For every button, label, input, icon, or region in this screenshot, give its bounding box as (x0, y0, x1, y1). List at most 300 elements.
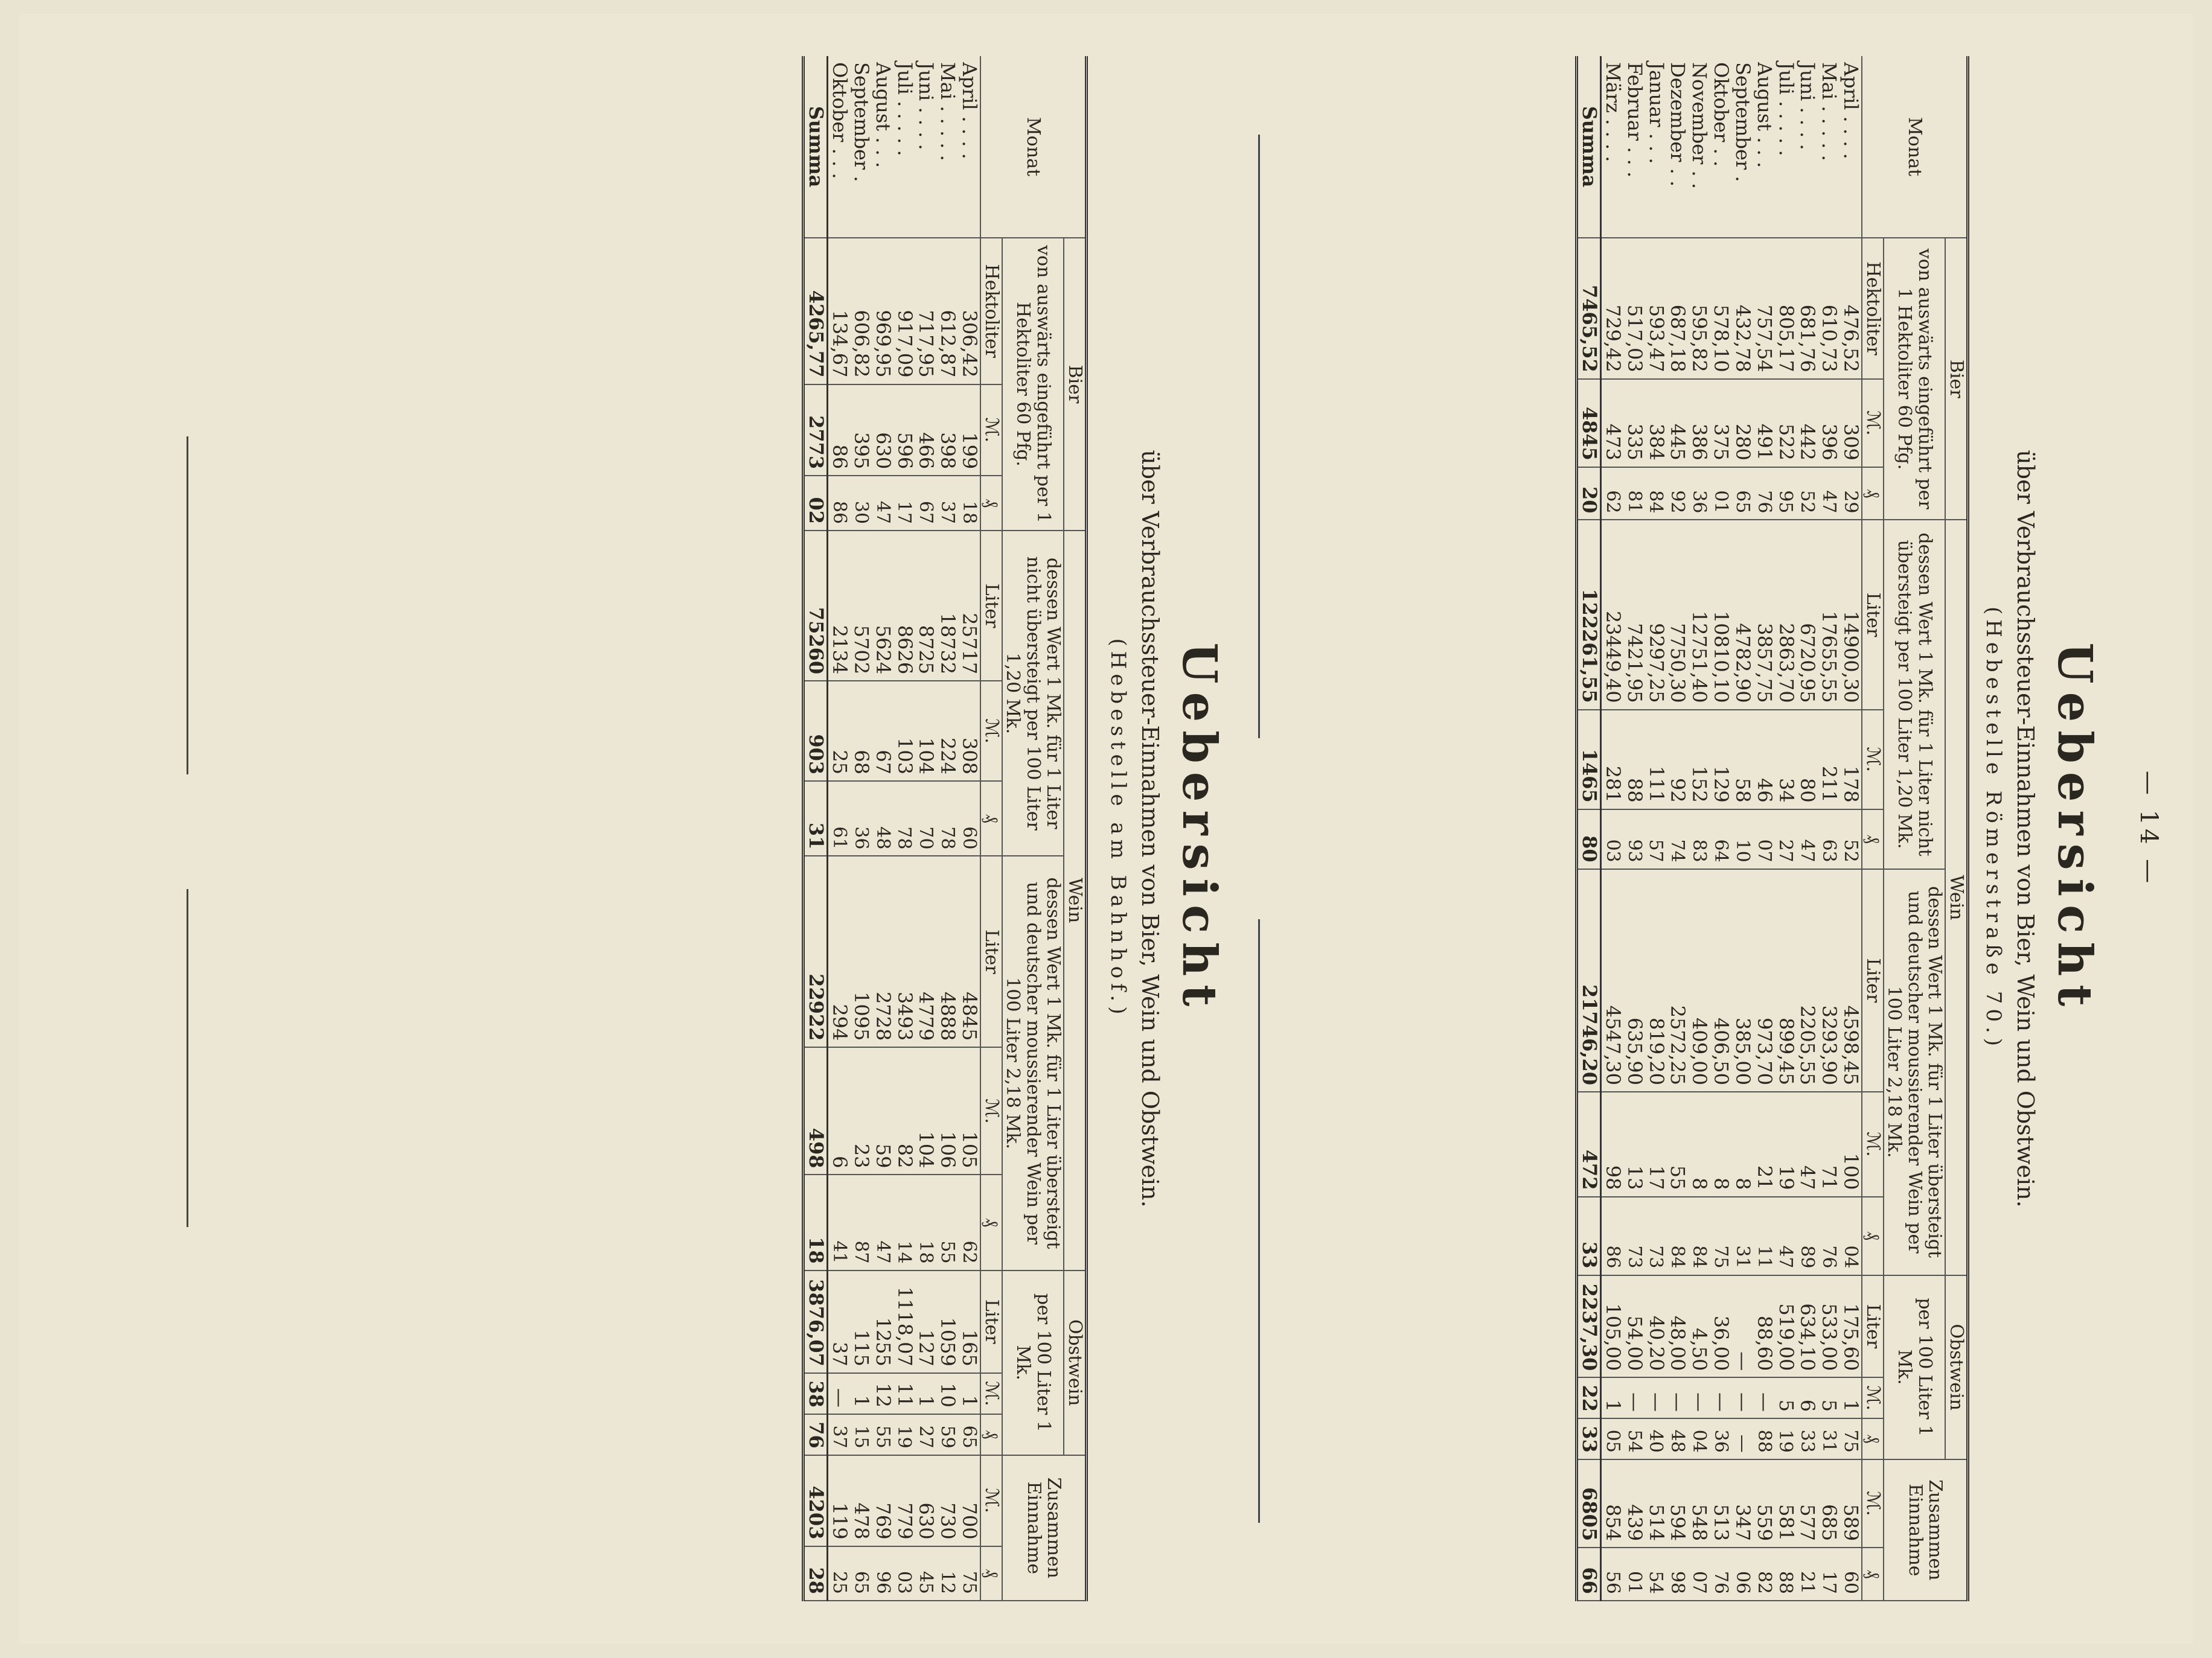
table-cell: 47 (1818, 467, 1840, 520)
table-cell: 47 (872, 1175, 893, 1270)
table-cell: 75 (1710, 1197, 1731, 1275)
sum-row (1577, 56, 1601, 1601)
table-cell: 37 (936, 476, 958, 531)
month-label: Juli . . . . . (893, 56, 915, 238)
table-cell: 56 (1601, 1548, 1623, 1601)
sum-cell: 498 (804, 1047, 828, 1175)
table-cell: 88 (1623, 710, 1645, 809)
sum-cell: 7465,52 (1577, 238, 1601, 379)
zusammen-header: Zusammen Einnahme (1884, 1459, 1968, 1601)
table-cell: — (1753, 1377, 1775, 1418)
table-row (1797, 56, 1818, 1601)
table-cell: 76 (1818, 1197, 1840, 1275)
table-cell: 57 (1645, 809, 1667, 869)
table2-subtitle: über Verbrauchssteuer-Einnahmen von Bier, Wein und Obstwein. (1137, 450, 1163, 1208)
table-cell: 111 (1645, 710, 1667, 809)
table-cell: 68 (850, 681, 872, 781)
table-cell: 129 (1710, 710, 1731, 809)
table-cell: 71 (1818, 1092, 1840, 1197)
sum-cell: 4845 (1577, 379, 1601, 467)
sum-cell: 21746,20 (1577, 869, 1601, 1092)
table-cell: — (1731, 1377, 1753, 1418)
table-cell: 01 (1710, 467, 1731, 520)
table-cell: 83 (1688, 809, 1710, 869)
table-row (1753, 56, 1775, 1601)
table-cell: 4547,30 (1601, 869, 1623, 1092)
unit-header: ℳ. (1862, 1459, 1884, 1548)
table-cell: 395 (850, 384, 872, 476)
table-cell: — (828, 1373, 850, 1414)
table-cell: 100 (1840, 1092, 1862, 1197)
sum-label: Summa (1577, 56, 1601, 238)
table-cell: 86 (828, 476, 850, 531)
table-cell: 4782,90 (1731, 520, 1753, 709)
table-cell: 29 (1840, 467, 1862, 520)
unit-header: ℳ. (1862, 379, 1884, 467)
table-cell: 309 (1840, 379, 1862, 467)
table-cell: 75 (958, 1546, 980, 1601)
table-cell: 973,70 (1753, 869, 1775, 1092)
table-row (1710, 56, 1731, 1601)
table-cell: 64 (1710, 809, 1731, 869)
table-cell: 59 (936, 1414, 958, 1455)
obstwein-header: Obstwein (1064, 1271, 1086, 1455)
table-cell: 5624 (872, 531, 893, 681)
sum-cell: 66 (1577, 1548, 1601, 1601)
table-row (893, 56, 915, 1601)
month-label: Juni . . . . (1797, 56, 1818, 238)
table-cell: 757,54 (1753, 238, 1775, 379)
table-cell: 514 (1645, 1459, 1667, 1548)
table-cell: 473 (1601, 379, 1623, 467)
table-cell: 630 (872, 384, 893, 476)
month-label: August . . . (1753, 56, 1775, 238)
bier-rate-header: von auswärts eingeführt per 1 Hektoliter 60 Pfg. (1884, 238, 1946, 520)
unit-header: Hektoliter (980, 238, 1002, 384)
table-cell: 11 (893, 1373, 915, 1414)
table-cell: 606,82 (850, 238, 872, 384)
unit-header: Liter (980, 1271, 1002, 1373)
table-cell: 19 (1775, 1418, 1797, 1459)
table-cell: 7750,30 (1667, 520, 1689, 709)
table-cell: 8 (1710, 1092, 1731, 1197)
table-cell: 1095 (850, 856, 872, 1047)
sum-cell: 75260 (804, 531, 828, 681)
sum-cell: 33 (1577, 1197, 1601, 1275)
month-label: Januar . . . (1645, 56, 1667, 238)
table-cell: 82 (893, 1047, 915, 1175)
bottom-rule-left (187, 436, 188, 774)
table-cell: 30 (850, 476, 872, 531)
table-cell: 2205,55 (1797, 869, 1818, 1092)
table-cell: 10 (936, 1373, 958, 1414)
month-label: September . (850, 56, 872, 238)
table-cell: 48 (1667, 1418, 1689, 1459)
table-cell: 8725 (915, 531, 937, 681)
sum-label: Summa (804, 56, 828, 238)
table-cell: 52 (1840, 809, 1862, 869)
bier-header: Bier (1945, 238, 1967, 520)
table-cell: — (1667, 1377, 1689, 1418)
table-cell: 70 (915, 781, 937, 856)
table-cell: 687,18 (1667, 238, 1689, 379)
table-cell: 134,67 (828, 238, 850, 384)
table-cell: 62 (958, 1175, 980, 1270)
unit-header: ₰ (1862, 1418, 1884, 1459)
month-label: Mai . . . . . (1818, 56, 1840, 238)
table-cell: 82 (1753, 1548, 1775, 1601)
table-cell: 62 (1601, 467, 1623, 520)
table-cell: — (1645, 1377, 1667, 1418)
table-cell: 630 (915, 1455, 937, 1546)
unit-header: ℳ. (980, 681, 1002, 781)
table-cell: 36,00 (1710, 1275, 1731, 1378)
table-cell: 47 (1797, 1092, 1818, 1197)
table-cell: 61 (828, 781, 850, 856)
unit-header: ℳ. (1862, 710, 1884, 809)
table-cell: 105 (958, 1047, 980, 1175)
sum-cell: 3876,07 (804, 1271, 828, 1373)
sum-cell: 472 (1577, 1092, 1601, 1197)
table1-subtitle: über Verbrauchssteuer-Einnahmen von Bier, Wein und Obstwein. (2012, 450, 2039, 1208)
table-cell: 19 (1775, 1092, 1797, 1197)
rotated-document-page (19, 14, 2193, 1644)
table-cell: 58 (1731, 710, 1753, 809)
table1-title: Uebersicht (2047, 642, 2102, 1015)
table-cell: 84 (1645, 467, 1667, 520)
table-cell: 612,87 (936, 238, 958, 384)
table-cell: 685 (1818, 1459, 1840, 1548)
table-cell: 17 (1818, 1548, 1840, 1601)
table-cell: 2728 (872, 856, 893, 1047)
table-cell: 3857,75 (1753, 520, 1775, 709)
table-cell: 88 (1775, 1548, 1797, 1601)
table-cell: 899,45 (1775, 869, 1797, 1092)
table-row (1775, 56, 1797, 1601)
table-cell: 88,60 (1753, 1275, 1775, 1378)
table-cell: 491 (1753, 379, 1775, 467)
table-cell: 98 (1601, 1092, 1623, 1197)
sum-cell: 76 (804, 1414, 828, 1455)
table-cell: 23449,40 (1601, 520, 1623, 709)
table-cell: 86 (828, 384, 850, 476)
table-cell: 37 (828, 1271, 850, 1373)
table-cell: 89 (1797, 1197, 1818, 1275)
table-cell: 45 (915, 1546, 937, 1601)
table-cell: 1 (1601, 1377, 1623, 1418)
table-cell: 969,95 (872, 238, 893, 384)
table-cell: 36 (1688, 467, 1710, 520)
table-cell: 1 (915, 1373, 937, 1414)
unit-header: ₰ (980, 1546, 1002, 1601)
sum-cell: 2773 (804, 384, 828, 476)
table-cell: 65 (958, 1414, 980, 1455)
table-cell: 854 (1601, 1459, 1623, 1548)
table-cell: 14900,30 (1840, 520, 1862, 709)
table-cell: 769 (872, 1455, 893, 1546)
table-cell: 87 (850, 1175, 872, 1270)
table-cell: 04 (1688, 1418, 1710, 1459)
month-header: Monat (1862, 56, 1967, 238)
table-cell: 280 (1731, 379, 1753, 467)
separator-left (1258, 135, 1260, 738)
sum-cell: 4265,77 (804, 238, 828, 384)
month-label: Dezember . . (1667, 56, 1689, 238)
table-cell: 54,00 (1623, 1275, 1645, 1378)
month-label: Juni . . . . (915, 56, 937, 238)
month-label: April . . . . (958, 56, 980, 238)
unit-header: ₰ (1862, 809, 1884, 869)
table-cell: 18 (915, 1175, 937, 1270)
table1-location: (Hebestelle Römerstraße 70.) (1981, 606, 2006, 1051)
table-cell: 07 (1688, 1548, 1710, 1601)
table-cell: 165 (958, 1271, 980, 1373)
table-cell: 409,00 (1688, 869, 1710, 1092)
table-cell: 115 (850, 1271, 872, 1373)
separator-right (1258, 919, 1260, 1523)
sum-cell: 903 (804, 681, 828, 781)
sum-cell: 22922 (804, 856, 828, 1047)
table-cell: 04 (1840, 1197, 1862, 1275)
month-label: März . . . . (1601, 56, 1623, 238)
table-cell: 8 (1731, 1092, 1753, 1197)
table-cell: 74 (1667, 809, 1689, 869)
table-cell: 14 (893, 1175, 915, 1270)
table-cell: 27 (915, 1414, 937, 1455)
table-cell: — (1688, 1377, 1710, 1418)
table-cell: 96 (872, 1546, 893, 1601)
table-cell: 106 (936, 1047, 958, 1175)
table-cell: 4598,45 (1840, 869, 1862, 1092)
table-cell: 3493 (893, 856, 915, 1047)
table-row (1688, 56, 1710, 1601)
table-cell: 819,20 (1645, 869, 1667, 1092)
sum-cell: 02 (804, 476, 828, 531)
wein-a-rate-header: dessen Wert 1 Mk. für 1 Liter nicht übersteigt per 100 Liter 1,20 Mk. (1884, 520, 1946, 869)
table-cell: 18 (958, 476, 980, 531)
table-row (1601, 56, 1623, 1601)
table-cell: 78 (936, 781, 958, 856)
unit-header: Liter (1862, 1275, 1884, 1378)
table-cell: 596 (893, 384, 915, 476)
table-cell: 80 (1797, 710, 1818, 809)
bier-rate-header: von auswärts eingeführt per 1 Hektoliter 60 Pfg. (1002, 238, 1064, 531)
table-cell: 41 (828, 1175, 850, 1270)
table-cell: 335 (1623, 379, 1645, 467)
table-row (958, 56, 980, 1601)
wein-b-rate-header: dessen Wert 1 Mk. für 1 Liter übersteigt und deutscher moussierender Wein per 100 Liter 2,18 Mk. (1884, 869, 1946, 1275)
table-cell: 384 (1645, 379, 1667, 467)
table-cell: 8 (1688, 1092, 1710, 1197)
table-cell: 439 (1623, 1459, 1645, 1548)
table-cell: 23 (850, 1047, 872, 1175)
table-cell: 98 (1667, 1548, 1689, 1601)
sum-cell: 38 (804, 1373, 828, 1414)
table-cell: 224 (936, 681, 958, 781)
table-cell: 73 (1623, 1197, 1645, 1275)
bottom-rule-right (187, 889, 188, 1227)
table-row (1667, 56, 1689, 1601)
table-cell: 445 (1667, 379, 1689, 467)
table-cell: 03 (1601, 809, 1623, 869)
table-cell: 533,00 (1818, 1275, 1840, 1378)
table-cell: 17 (893, 476, 915, 531)
table-cell: 21 (1753, 1092, 1775, 1197)
table-cell: 581 (1775, 1459, 1797, 1548)
zusammen-header: Zusammen Einnahme (1002, 1455, 1087, 1601)
month-label: Oktober . . . (828, 56, 850, 238)
table-cell: 513 (1710, 1459, 1731, 1548)
table-cell: 18732 (936, 531, 958, 681)
table-cell: 681,76 (1797, 238, 1818, 379)
table-cell: 104 (915, 1047, 937, 1175)
table-cell: 517,03 (1623, 238, 1645, 379)
table-cell: 466 (915, 384, 937, 476)
table-cell: 47 (1775, 1197, 1797, 1275)
table-cell: 10810,10 (1710, 520, 1731, 709)
table-cell: 81 (1623, 467, 1645, 520)
table-cell: 01 (1623, 1548, 1645, 1601)
obstwein-header: Obstwein (1945, 1275, 1967, 1459)
table-cell: 07 (1753, 809, 1775, 869)
table-cell: 152 (1688, 710, 1710, 809)
table-cell: 634,10 (1797, 1275, 1818, 1378)
table-cell: 31 (1818, 1418, 1840, 1459)
table-cell: 36 (1710, 1418, 1731, 1459)
obstwein-rate-header: per 100 Liter 1 Mk. (1002, 1271, 1064, 1455)
table-cell: 104 (915, 681, 937, 781)
table-cell: 5702 (850, 531, 872, 681)
table-cell: 4845 (958, 856, 980, 1047)
unit-header: ℳ. (980, 1373, 1002, 1414)
sum-cell: 6805 (1577, 1459, 1601, 1548)
table-cell: 1 (958, 1373, 980, 1414)
table-cell: 47 (872, 476, 893, 531)
table-cell: 34 (1775, 710, 1797, 809)
table-cell: 54 (1623, 1418, 1645, 1459)
table-cell: 593,47 (1645, 238, 1667, 379)
table-cell: 52 (1797, 467, 1818, 520)
table-cell: 25 (828, 681, 850, 781)
table-cell: 93 (1623, 809, 1645, 869)
month-label: Februar . . . (1623, 56, 1645, 238)
month-label: August . . . (872, 56, 893, 238)
table-cell: 578,10 (1710, 238, 1731, 379)
table-cell: 386 (1688, 379, 1710, 467)
table-cell: 294 (828, 856, 850, 1047)
table-cell: 6 (828, 1047, 850, 1175)
sum-cell: 122261,55 (1577, 520, 1601, 709)
table-cell: 4,50 (1688, 1275, 1710, 1378)
unit-header: ₰ (980, 1175, 1002, 1270)
table-cell: — (1731, 1418, 1753, 1459)
wein-header: Wein (1945, 520, 1967, 1275)
table-cell: 92 (1667, 467, 1689, 520)
unit-header: ₰ (1862, 467, 1884, 520)
table-cell: 03 (893, 1546, 915, 1601)
table-cell: 1255 (872, 1271, 893, 1373)
table1 (1575, 56, 1969, 1601)
month-label: Mai . . . . . (936, 56, 958, 238)
table-cell: 2134 (828, 531, 850, 681)
table-cell: 06 (1731, 1548, 1753, 1601)
table-cell: 211 (1818, 710, 1840, 809)
table-cell: 84 (1667, 1197, 1689, 1275)
table-cell: 476,52 (1840, 238, 1862, 379)
table-cell: 11 (1753, 1197, 1775, 1275)
table-cell: 25717 (958, 531, 980, 681)
table-cell: 917,09 (893, 238, 915, 384)
table-cell: 40,20 (1645, 1275, 1667, 1378)
table-cell: 595,82 (1688, 238, 1710, 379)
table-row (936, 56, 958, 1601)
sum-cell: 20 (1577, 467, 1601, 520)
table-cell: 103 (893, 681, 915, 781)
table-cell: 47 (1797, 809, 1818, 869)
table-cell: 398 (936, 384, 958, 476)
table-cell: 6720,95 (1797, 520, 1818, 709)
sum-cell: 28 (804, 1546, 828, 1601)
table-cell: 7421,95 (1623, 520, 1645, 709)
table-cell: 37 (828, 1414, 850, 1455)
table-cell: 4779 (915, 856, 937, 1047)
table-cell: 76 (1753, 467, 1775, 520)
table-cell: 577 (1797, 1459, 1818, 1548)
table-cell: 548 (1688, 1459, 1710, 1548)
table-cell: 175,60 (1840, 1275, 1862, 1378)
table-cell: 46 (1753, 710, 1775, 809)
table-cell: 119 (828, 1455, 850, 1546)
table-row (1840, 56, 1862, 1601)
table-cell: 17 (1645, 1092, 1667, 1197)
wein-b-rate-header: dessen Wert 1 Mk. für 1 Liter übersteigt und deutscher moussierender Wein per 100 Liter 2,18 Mk. (1002, 856, 1064, 1270)
unit-header: Liter (1862, 520, 1884, 709)
table-cell: 306,42 (958, 238, 980, 384)
unit-header: Hektoliter (1862, 238, 1884, 379)
unit-header: ℳ. (1862, 1092, 1884, 1197)
table-row (1731, 56, 1753, 1601)
table-cell: 522 (1775, 379, 1797, 467)
table-cell: 594 (1667, 1459, 1689, 1548)
sum-cell: 2237,30 (1577, 1275, 1601, 1378)
table-cell: 375 (1710, 379, 1731, 467)
sum-row (804, 56, 828, 1601)
table-cell: 8626 (893, 531, 915, 681)
table-cell: 729,42 (1601, 238, 1623, 379)
month-label: November . . (1688, 56, 1710, 238)
table-cell: 385,00 (1731, 869, 1753, 1092)
table-cell: 54 (1645, 1548, 1667, 1601)
table-cell: 36 (850, 781, 872, 856)
table-cell: 73 (1645, 1197, 1667, 1275)
table-cell: 478 (850, 1455, 872, 1546)
unit-header: ₰ (980, 1414, 1002, 1455)
month-label: April . . . . (1840, 56, 1862, 238)
table-cell: 396 (1818, 379, 1840, 467)
table-row (828, 56, 850, 1601)
table-cell: 13 (1623, 1092, 1645, 1197)
table-cell: 178 (1840, 710, 1862, 809)
table-cell: 730 (936, 1455, 958, 1546)
table-cell: 12 (936, 1546, 958, 1601)
table-cell: 2572,25 (1667, 869, 1689, 1092)
unit-header: Liter (1862, 869, 1884, 1092)
table2-title: Uebersicht (1172, 642, 1227, 1015)
table-cell: 67 (915, 476, 937, 531)
table-cell: 05 (1601, 1418, 1623, 1459)
table-cell: 48,00 (1667, 1275, 1689, 1378)
table-cell: 199 (958, 384, 980, 476)
